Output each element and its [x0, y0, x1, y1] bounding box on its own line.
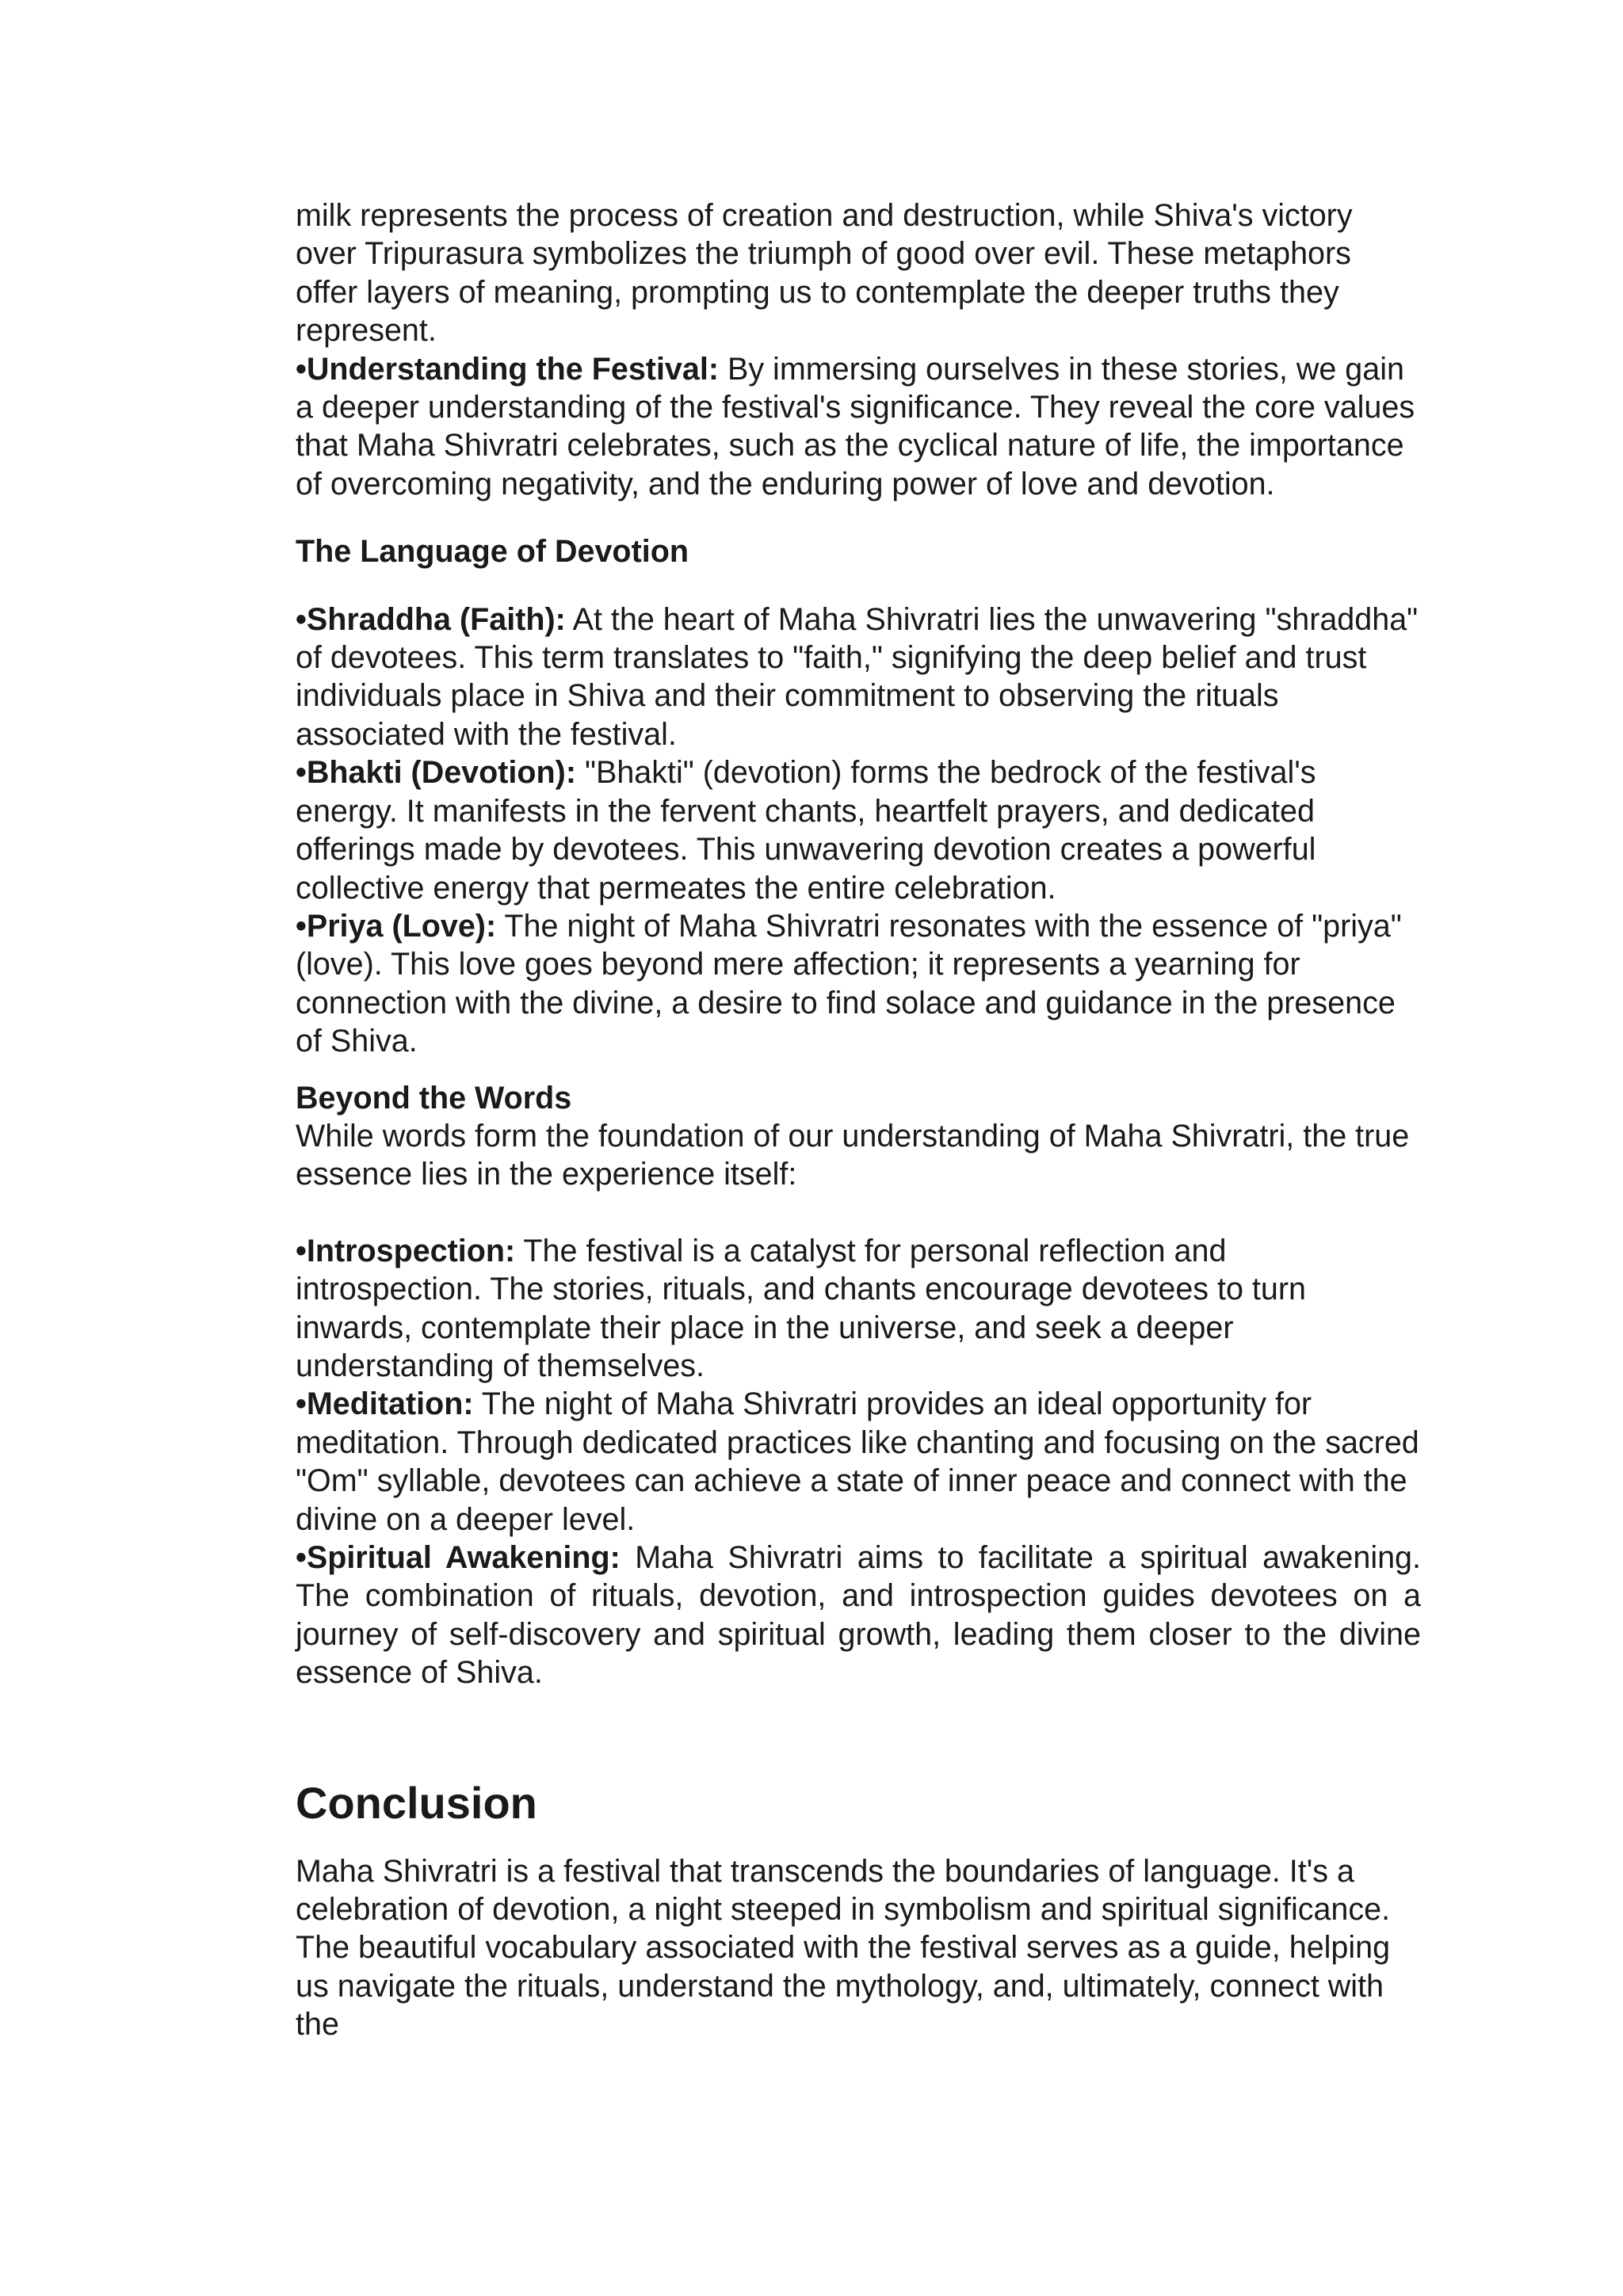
bullet-label: Shraddha (Faith):: [306, 601, 566, 637]
bullet-meditation: [296, 1385, 1421, 1539]
section-title-language-of-devotion: The Language of Devotion: [296, 534, 689, 570]
document-page: [296, 196, 1421, 2044]
section-title-beyond-the-words: Beyond the Words: [296, 1080, 572, 1116]
bullet-text: The night of Maha Shivratri provides an ideal opportunity for meditation. Through dedicated practices like chanting and focusing on the sacred "Om" syllable, devotees can achieve a state of inner peace and connect with the divine on a deeper level.: [296, 1386, 1419, 1537]
bullet-label: Priya (Love):: [306, 908, 497, 944]
bullet-bhakti: [296, 753, 1421, 907]
bullet-text: "Bhakti" (devotion) forms the bedrock of the festival's energy. It manifests in the fervent chants, heartfelt prayers, and dedicated offerings made by devotees. This unwavering devotion creates a powerful collective energy that permeates the entire celebration.: [296, 755, 1316, 906]
bullet-spiritual-awakening: [296, 1539, 1421, 1692]
bullet-label: Bhakti (Devotion):: [306, 755, 576, 791]
bullet-label: Spiritual Awakening:: [306, 1540, 621, 1575]
bullet-introspection: [296, 1232, 1421, 1386]
bullet-text: The festival is a catalyst for personal reflection and introspection. The stories, rituals, and chants encourage devotees to turn inwards, contemplate their place in the universe, and seek a deeper understanding of themselves.: [296, 1233, 1306, 1383]
bullet-text: The night of Maha Shivratri resonates with the essence of "priya" (love). This love goes beyond mere affection; it represents a yearning for connection with the divine, a desire to find solace and guidance in the presence of Shiva.: [296, 908, 1402, 1059]
bullet-text: At the heart of Maha Shivratri lies the unwavering "shraddha" of devotees. This term translates to "faith," signifying the deep belief and trust individuals place in Shiva and their commitment to observing the rituals associated with the festival.: [296, 601, 1419, 752]
bullet-text: By immersing ourselves in these stories, we gain a deeper understanding of the festival's significance. They reveal the core values that Maha Shivratri celebrates, such as the cyclical nature of life, the importance of overcoming negativity, and the enduring power of love and devotion.: [296, 351, 1415, 502]
bullet-label: Understanding the Festival:: [306, 351, 719, 387]
bullet-label: Introspection:: [306, 1233, 516, 1268]
intro-paragraph: milk represents the process of creation and destruction, while Shiva's victory over Tripurasura symbolizes the triumph of good over evil. These metaphors offer layers of meaning, prompting us to contemplate the deeper truths they represent.: [296, 198, 1353, 349]
conclusion-heading: Conclusion: [296, 1777, 537, 1828]
bullet-understanding-festival: [296, 350, 1421, 504]
bullet-text: Maha Shivratri aims to facilitate a spiritual awakening. The combination of rituals, devotion, and introspection guides devotees on a journey of self-discovery and spiritual growth, leading them closer to the divine essence of Shiva.: [296, 1540, 1422, 1691]
conclusion-paragraph: Maha Shivratri is a festival that transcends the boundaries of language. It's a celebration of devotion, a night steeped in symbolism and spiritual significance. The beautiful vocabulary associated with the festival serves as a guide, helping us navigate the rituals, understand the mythology, and, ultimately, connect with the: [296, 1853, 1391, 2042]
bullet-label: Meditation:: [306, 1386, 474, 1422]
beyond-intro-paragraph: While words form the foundation of our understanding of Maha Shivratri, the true essence lies in the experience itself:: [296, 1118, 1410, 1192]
bullet-shraddha: [296, 601, 1421, 754]
bullet-priya: [296, 907, 1421, 1061]
